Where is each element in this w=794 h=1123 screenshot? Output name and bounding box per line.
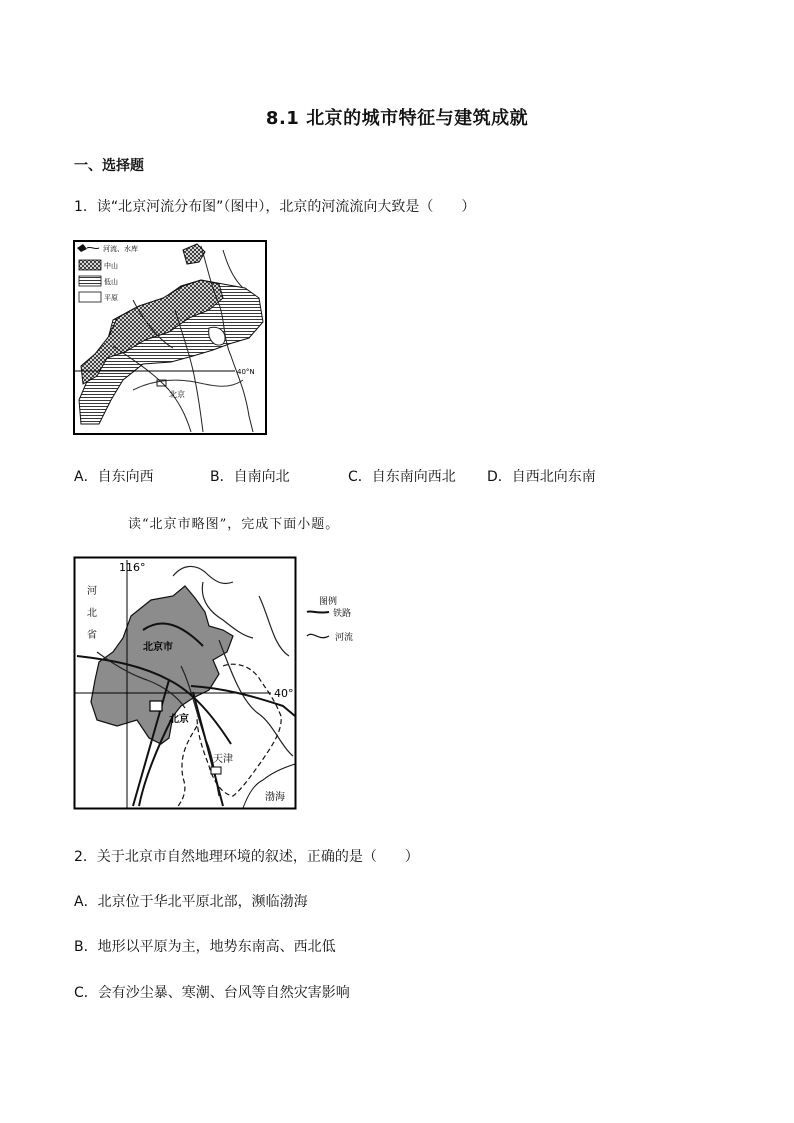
q2-option-b[interactable]: B．地形以平原为主，地势东南高、西北低	[74, 939, 336, 955]
beijing-city-label: 北京	[169, 714, 189, 725]
legend-plain-label: 平原	[104, 294, 118, 302]
legend-low-mountain-swatch	[79, 276, 101, 286]
legend-title: 图例	[319, 597, 338, 607]
legend-river-symbol	[307, 634, 329, 637]
bohai-label: 渤海	[265, 792, 285, 803]
map-reading-instruction: 读“北京市略图”，完成下面小题。	[128, 517, 340, 532]
legend-river-label: 河流、水库	[103, 245, 138, 253]
latitude-label: 40°	[274, 687, 294, 700]
beijing-label: 北京	[169, 390, 185, 399]
beijing-municipality-label: 北京市	[143, 642, 173, 653]
q1-option-c[interactable]: C．自东南向西北	[348, 469, 456, 485]
map2-legend	[307, 595, 353, 643]
q1-option-d[interactable]: D．自西北向东南	[487, 469, 596, 485]
hebei-label-char-1: 河	[87, 586, 97, 597]
q2-option-c[interactable]: C．会有沙尘暴、寒潮、台风等自然灾害影响	[74, 985, 350, 1001]
page-title: 8.1 北京的城市特征与建筑成就	[265, 108, 529, 129]
legend-plain-swatch	[79, 292, 101, 302]
hebei-label-char-2: 北	[87, 608, 97, 619]
legend-railway-label: 铁路	[333, 609, 352, 619]
legend-middle-mountain-label: 中山	[104, 262, 118, 270]
beijing-city-symbol	[150, 701, 162, 711]
q1-option-b[interactable]: B．自南向北	[210, 469, 290, 485]
q2-option-a[interactable]: A．北京位于华北平原北部，濒临渤海	[74, 894, 308, 910]
legend-river-label: 河流	[335, 633, 354, 643]
legend-middle-mountain-swatch	[79, 260, 101, 270]
tianjin-city-symbol	[211, 767, 221, 774]
longitude-label: 116°	[119, 561, 146, 574]
question-2-stem: 2．关于北京市自然地理环境的叙述，正确的是（ ）	[74, 849, 419, 865]
section-heading: 一、选择题	[74, 158, 144, 174]
beijing-sketch-map	[73, 556, 363, 811]
beijing-river-map	[73, 240, 267, 435]
latitude-label: 40°N	[237, 368, 255, 376]
q1-option-a[interactable]: A．自东向西	[74, 469, 154, 485]
legend-railway-symbol	[307, 611, 329, 612]
question-1-stem: 1．读“北京河流分布图”（图中），北京的河流流向大致是（ ）	[74, 199, 476, 215]
hebei-label-char-3: 省	[87, 630, 97, 641]
tianjin-label: 天津	[213, 754, 233, 765]
legend-low-mountain-label: 低山	[104, 278, 118, 286]
